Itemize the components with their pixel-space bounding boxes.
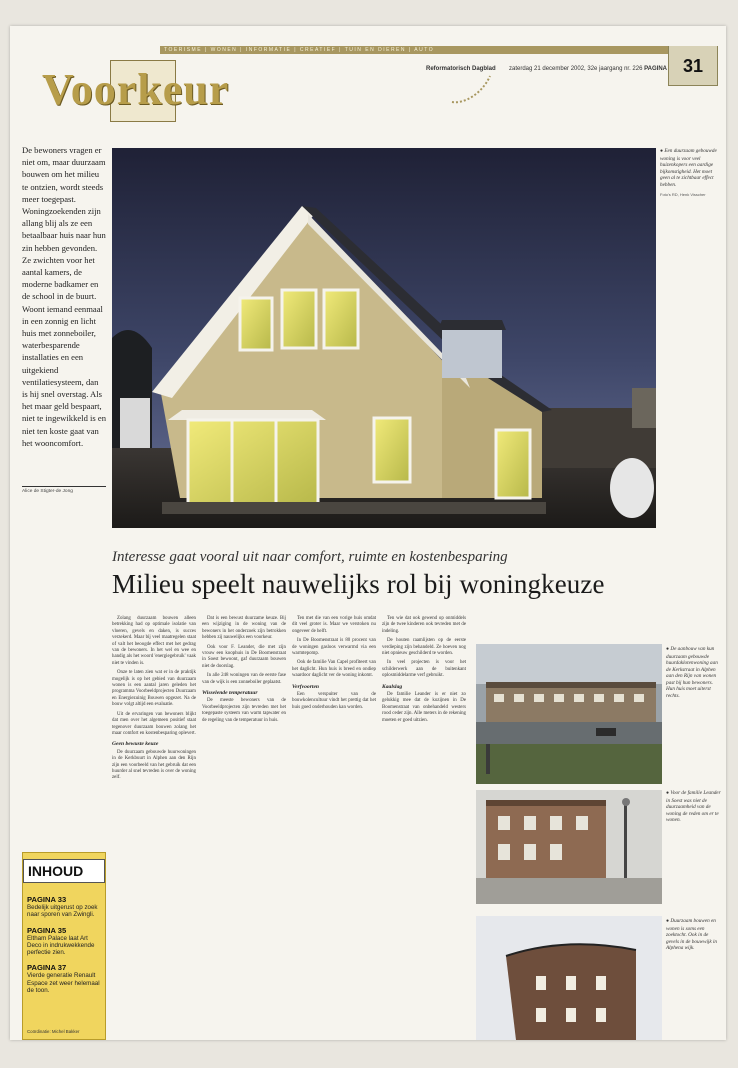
paragraph: De houten raamlijsten op de eerste verdieping zijn behandeld. Ze hoeven nog niet opnieuw geschilderd te worden.	[382, 638, 466, 657]
side-caption-text: Duurzaam bouwen en wonen is soms een zoektocht. Ook in de gevels in de bouwwijk in Alphena wijk.	[666, 918, 718, 951]
section-heading: Wisselende temperatuur	[202, 690, 258, 697]
contents-text: Bedelijk uitgerust op zoek naar sporen van Zwingli.	[27, 904, 98, 919]
main-photo-caption	[660, 148, 718, 198]
date-text: zaterdag 21 december 2002, 32e jaargang nr. 226	[509, 66, 643, 72]
article-headline: Milieu speelt nauwelijks rol bij woningkeuze	[112, 569, 605, 599]
contents-page: PAGINA 35	[27, 925, 67, 935]
contents-page: PAGINA 33	[27, 895, 67, 904]
paragraph: Een verspuiter van de bouwkolencultuur vindt het prettig dat het huis goed onderhouden kan worden.	[292, 692, 376, 710]
article-subhead: Interesse gaat vooral uit naar comfort, ruimte en kostenbesparing	[112, 549, 508, 565]
dateline	[509, 66, 667, 72]
paragraph: Ook de familie Van Capel profiteert van het daglicht. Hun huis is breed en ondiep waardoor daglicht ver de woning inkomt.	[292, 660, 376, 679]
contents-box	[22, 852, 106, 1040]
side-photo-caption	[666, 790, 722, 824]
side-caption-text: De aanbouw van kun duurzaam gebouwde huurdaklotenwoning aan de Kerkstraat in Alphen aan den Rijn van wonen past bij hun bewoners. Hun huis moet uiterst rechts.	[666, 646, 718, 699]
section-heading: Geen bewuste keuze	[112, 741, 159, 748]
paragraph: Ook voor F. Leander, die met zijn vrouw een koophuis in De Boomenstraat in Soest bewoont, gaf duurzaam bouwen niet de doorslag.	[202, 644, 286, 669]
newspaper-name: Reformatorisch Dagblad	[426, 66, 496, 72]
caption-bullet-icon: ●	[666, 791, 670, 796]
contents-text: Eltham Palace laat Art Deco in indrukwekkende perfectie zien.	[27, 934, 95, 957]
caption-bullet-icon: ●	[666, 919, 670, 924]
page-number: 31	[668, 46, 718, 86]
section-heading: Kaalslag	[382, 683, 403, 690]
side-photo-caption	[666, 646, 722, 699]
contents-item[interactable]	[27, 926, 103, 957]
photo-credit: Foto's RD, Henk Visscher	[660, 191, 706, 197]
paragraph: De duurzaam gebouwde huurwoningen in de Kerkbuurt in Alphen aan den Rijn zijn een voorbeeld van het gebruik dat een huurder al snel tevreden is over de woning zelf.	[112, 749, 196, 781]
section-bar: TOERISME | WONEN | INFORMATIE | CREATIEF | TUIN EN DIEREN | AUTO	[160, 46, 668, 54]
paragraph: Uit de ervaringen van bewoners blijkt dat men over het algemeen positief staat tegenover duurzaam bouwen zolang het maar comfort en kostenbesparing oplevert.	[112, 711, 196, 736]
contents-title: INHOUD	[23, 859, 105, 883]
main-house-photo	[112, 148, 656, 528]
contents-item[interactable]	[27, 963, 103, 994]
paragraph: Zolang duurzaam bouwen alleen betrekking had op optimale isolatie van vloeren, gevels en daken, is succes verzekerd. Maar bij veel maatregelen staat of valt het beoogde effect met het gedrag van de bewoners. In het wel en wee en handig als het woord 'energiegebruik' vaak niet te vinden is.	[112, 616, 196, 666]
paragraph: Dat is een bewust duurzame keuze. Bij een wijziging in de woning van de bewoners in het onderzoek zijn betrokken hebben zij nauwelijks een voorkeur.	[202, 616, 286, 641]
article-column-3	[292, 616, 376, 714]
modern-building-photo	[476, 916, 662, 1040]
street-photo	[476, 644, 662, 784]
decorative-swirl-icon	[450, 72, 494, 106]
paragraph: In De Boomenstraat is 80 procent van de woningen gasloos verwarmd via een warmtepomp.	[292, 638, 376, 657]
article-column-4	[382, 616, 466, 727]
paragraph: De meeste bewoners van de Voorbeeldprojecten zijn tevreden met het toegepaste systeem van warm tapwater en de regeling van de temperatuur in huis.	[202, 698, 286, 723]
contents-credit: Coördinatie: Michel Bakker	[27, 1029, 80, 1034]
caption-bullet-icon: ●	[660, 149, 664, 154]
author-byline: Alice de Stigter-de Jong	[22, 486, 106, 494]
contents-item[interactable]	[27, 895, 103, 919]
contents-text: Vierde generatie Renault Espace zet weer helemaal de toon.	[27, 972, 100, 995]
section-heading: Verfvoorten	[292, 683, 320, 690]
intro-text: De bewoners vragen er niet om, maar duurzaam bouwen om het milieu te ontzien, wordt steeds meer toegepast. Woningzoekenden zijn allang blij als ze een betaalbaar huis naar hun zin hebben gevonden. Ze zwichten voor het aantal kamers, de moderne badkamer en de school in de buurt. Woont iemand eenmaal in een zonnig en licht huis met zonneboiler, waterbesparende installaties en een uitgekiend ventilatiesysteem, dan is hij snel overstag. Als het maar geld bespaart, niet te ingewikkeld is en niet ten koste gaat van het wooncomfort.	[22, 145, 107, 448]
article-column-1	[112, 616, 196, 785]
page-word: PAGINA	[644, 66, 667, 72]
main-photo-caption-text: Een duurzaam gebouwde woning is voor veel huizenkopers een aardige bijkomstigheid. Het moet geen al te zichtbaar effect hebben.	[660, 148, 717, 188]
contents-page: PAGINA 37	[27, 963, 67, 973]
paragraph: In alle 248 woningen van de eerste fase van de wijk is een zonneboiler geplaatst.	[202, 673, 286, 685]
paragraph: In veel projecten is voor het schilderwerk aan de buitenkant oplosmiddelarme verf gebruikt.	[382, 660, 466, 679]
paragraph: De familie Leander is er niet zo gelukkig mee dat de kozijnen in De Boomenstraat van onbehandeld westers rood ceder zijn. Alle meters in de rekening moeten er goed uitzien.	[382, 692, 466, 723]
section-logo: Voorkeur	[42, 65, 230, 114]
side-photo-caption	[666, 918, 722, 952]
brick-houses-photo	[476, 790, 662, 904]
paragraph: Ten wie dat ook gewend op onmiddels zijn de twee kinderen ook tevreden met de indeling.	[382, 616, 466, 634]
paragraph: Ten met die van een vorige huis omdat dit veel groter is. Maar we verstoken nu ongeveer de helft.	[292, 616, 376, 634]
article-column-2	[202, 616, 286, 727]
newspaper-page	[10, 26, 726, 1040]
side-caption-text: Voor de familie Leander in Soest was niet de duurzaamheid van de woning de reden om er te wonen.	[666, 790, 721, 823]
contents-list	[27, 895, 103, 1001]
paragraph: Onze te laten zien wat er in de praktijk mogelijk is op het gebied van duurzaam wonen is een aantal jaren geleden het programma Voorbeeldprojecten Duurzaam en Energiezuinig Bouwen opgezet. Na de bouw volgt altijd een evaluatie.	[112, 670, 196, 708]
caption-bullet-icon: ●	[666, 647, 670, 652]
